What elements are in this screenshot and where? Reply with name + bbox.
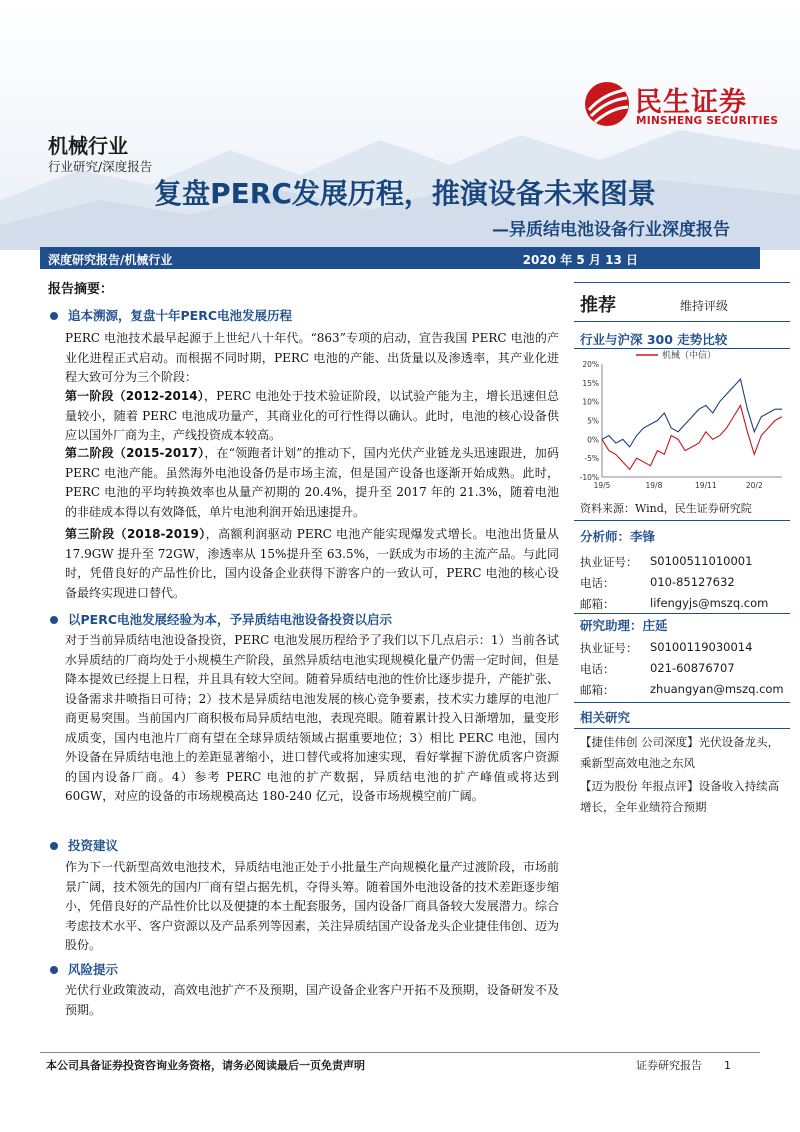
divider	[574, 728, 790, 729]
analyst-phone: 电话： 010-85127632	[580, 575, 735, 590]
divider	[574, 520, 790, 521]
section-heading-1: 追本溯源，复盘十年PERC电池发展历程	[50, 306, 292, 324]
y-tick-label: 15%	[582, 378, 599, 388]
x-tick-label: 19/11	[695, 481, 717, 490]
analyst-license: 执业证号： S0100511010001	[580, 554, 753, 569]
assistant-email[interactable]: 邮箱： zhuangyan@mszq.com	[580, 682, 784, 697]
report-title: 复盘PERC发展历程，推演设备未来图景	[154, 177, 656, 210]
report-type: 行业研究/深度报告	[48, 159, 153, 174]
industry-label: 机械行业	[48, 134, 128, 158]
footer-right	[636, 1057, 731, 1073]
legend-label: 机械（中信）	[662, 351, 717, 361]
bullet-icon	[50, 312, 58, 320]
minsheng-logo-icon	[583, 80, 631, 128]
section-3-paragraph: 作为下一代新型高效电池技术，异质结电池正处于小批量生产向规模化量产过渡阶段，市场前景广阔，技术领先的国内厂商有望占据先机，夺得头筹。随着国外电池设备的技术差距逐步缩小，凭借良好的产品性价比以及便捷的本土配套服务，国内设备厂商具备较大发展潜力。综合考虑技术水平、客户资源以及产品系列等因素，关注异质结国产设备龙头企业捷佳伟创、迈为股份。	[65, 860, 559, 952]
related-heading: 相关研究	[580, 710, 631, 725]
report-date: 2020 年 5 月 13 日	[522, 253, 638, 267]
section-2-paragraph: 对于当前异质结电池设备投资，PERC 电池发展历程给予了我们以下几点启示：1）当前各试水异质结的厂商均处于小规模生产阶段，虽然异质结电池实现规模化量产仍需一定时间，但是降本提效已经提上日程，并且具有较大空间。随着异质结电池的性价比逐步提升，产能扩张、设备需求井喷指日可待；2）技术是异质结电池发展的核心竞争要素，技术实力雄厚的电池厂商更易突围。当前国内厂商积极布局异质结电池，表现亮眼。随着累计投入日渐增加，量变形成质变，国内电池片厂商有望在全球异质结领域占据重要地位；3）相比 PERC 电池，国内外设备在异质结电池上的差距显著缩小，进口替代或将加速实现，看好掌握下游优质客户资源的国内设备厂商。4）参考 PERC 电池的扩产数据，异质结电池的扩产峰值或将达到 60GW，对应的设备的市场规模高达 180-240 亿元，设备市场规模空前广阔。	[65, 633, 559, 803]
assistant-heading: 研究助理：庄延	[580, 618, 668, 633]
trend-chart	[574, 342, 790, 497]
abstract-label: 报告摘要：	[48, 282, 114, 297]
section-1-stage-2: 第二阶段（2015-2017），在“领跑者计划”的推动下，国内光伏产业链龙头迅速跟进，加码 PERC 电池产能。虽然海外电池设备仍是市场主流，但是国产设备也逐渐开始成熟。此时，PERC 电池的平均转换效率也从量产初期的 20.4%，提升至 2017 年的 21.3%，随着电池的非硅成本得以有效降低，单片电池利润开始迅速提升。	[65, 446, 559, 519]
y-tick-label: -10%	[579, 473, 599, 482]
bar-category: 深度研究报告/机械行业	[48, 253, 173, 267]
rating: 推荐	[580, 295, 616, 316]
section-1-paragraph-1: PERC 电池技术最早起源于上世纪八十年代。“863”专项的启动，宣告我国 PERC 电池的产业化进程正式启动。而根据不同时期，PERC 电池的产能、出货量以及渗透率，其产业化进程大致可分为三个阶段：	[65, 331, 559, 384]
section-heading-4: 风险提示	[50, 960, 118, 978]
report-subtitle: —异质结电池设备行业深度报告	[492, 220, 730, 240]
rating-status: 维持评级	[680, 299, 729, 313]
divider	[574, 613, 790, 614]
assistant-license: 执业证号： S0100119030014	[580, 640, 753, 655]
related-report-2[interactable]: 【迈为股份 年报点评】设备收入持续高增长，全年业绩符合预期	[580, 779, 780, 814]
footer-divider	[40, 1052, 760, 1053]
section-heading-2: 以PERC电池发展经验为本，予异质结电池设备投资以启示	[50, 610, 392, 628]
chart-heading: 行业与沪深 300 走势比较	[580, 332, 728, 347]
x-tick-label: 19/5	[593, 481, 611, 490]
analyst-email[interactable]: 邮箱： lifengyjs@mszq.com	[580, 596, 769, 611]
related-report-1[interactable]: 【捷佳伟创 公司深度】光伏设备龙头，乘新型高效电池之东风	[580, 735, 780, 770]
section-4-paragraph: 光伏行业政策波动，高效电池扩产不及预期，国产设备企业客户开拓不及预期，设备研发不及预期。	[65, 983, 559, 1017]
bullet-icon	[50, 616, 58, 624]
y-tick-label: 5%	[587, 416, 599, 426]
section-heading-3: 投资建议	[50, 836, 118, 854]
series-line-1	[602, 379, 782, 447]
report-info-bar	[40, 247, 760, 269]
analyst-heading: 分析师：李锋	[580, 529, 656, 544]
bullet-icon	[50, 842, 58, 850]
section-1-stage-3: 第三阶段（2018-2019），高额利润驱动 PERC 电池产能实现爆发式增长。电池出货量从 17.9GW 提升至 72GW，渗透率从 15%提升至 63.5%，一跃成为市场的主流产品。与此同时，凭借良好的产品性价比，国内设备企业获得下游客户的一致认可，PERC 电池的核心设备最终实现进口替代。	[65, 527, 559, 600]
chart-source: 资料来源：Wind，民生证券研究院	[580, 502, 752, 515]
rating-box	[574, 282, 790, 322]
divider	[574, 702, 790, 703]
page-number: 1	[724, 1059, 731, 1072]
y-tick-label: -5%	[584, 454, 599, 464]
footer-disclaimer: 本公司具备证券投资咨询业务资格，请务必阅读最后一页免责声明	[46, 1059, 365, 1072]
company-logo	[583, 78, 783, 134]
y-tick-label: 20%	[582, 360, 599, 369]
logo-english-name: MINSHENG SECURITIES	[636, 115, 779, 127]
y-tick-label: 10%	[582, 397, 599, 407]
y-tick-label: 0%	[587, 435, 599, 445]
logo-chinese-name: 民生证券	[635, 87, 747, 118]
footer-report-label: 证券研究报告	[636, 1059, 702, 1072]
series-line-0	[602, 405, 782, 469]
bullet-icon	[50, 966, 58, 974]
assistant-phone: 电话： 021-60876707	[580, 661, 735, 676]
x-tick-label: 19/8	[645, 481, 663, 490]
section-1-stage-1: 第一阶段（2012-2014），PERC 电池处于技术验证阶段，以试验产能为主，增长迅速但总量较小，随着 PERC 电池成功量产，其商业化的可行性得以确认。此时，电池的核心设备供应以国外厂商为主，产线投资成本较高。	[65, 389, 559, 442]
x-tick-label: 20/2	[745, 481, 763, 490]
